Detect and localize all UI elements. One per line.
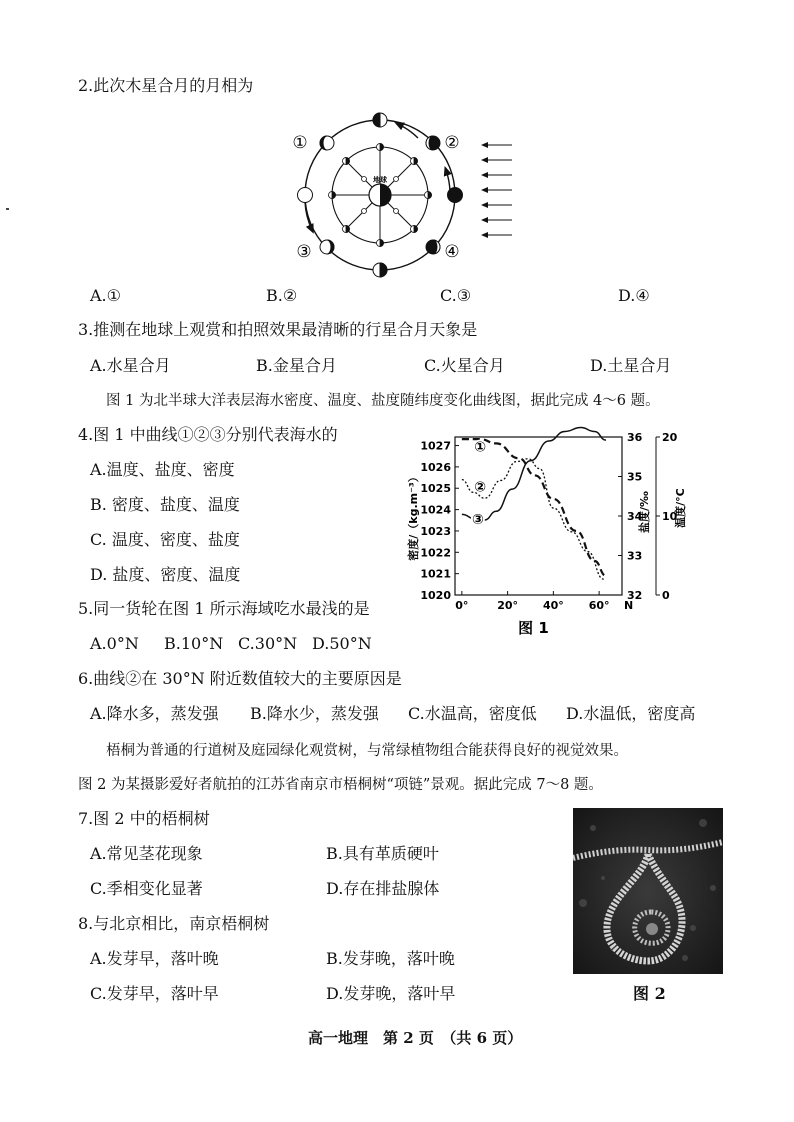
q3-stem: 3.推测在地球上观赏和拍照效果最清晰的行星合月天象是	[78, 320, 478, 339]
q5-stem: 5.同一货轮在图 1 所示海域吃水最浅的是	[78, 599, 370, 618]
q4-option-c: C. 温度、密度、盐度	[90, 530, 240, 549]
label-pos-4: ④	[444, 242, 460, 262]
salinity-tick-label: 35	[627, 470, 643, 484]
x-tick-label: 60°	[588, 599, 610, 612]
q8-option-b: B.发芽晚，落叶晚	[326, 949, 455, 968]
q4-option-b: B. 密度、盐度、温度	[90, 495, 240, 514]
density-tick-label: 1027	[420, 439, 451, 453]
page-footer: 高一地理 第 2 页 （共 6 页）	[308, 1029, 523, 1047]
q5-option-c: C.30°N	[238, 634, 298, 653]
figure-1-chart	[400, 425, 700, 650]
q3-option-b: B.金星合月	[256, 356, 337, 375]
temperature-axis-label: 温度/°C	[674, 488, 687, 528]
x-unit-label: N	[624, 599, 634, 612]
figure-1-caption: 图 1	[518, 619, 549, 637]
q5-option-a: A.0°N	[90, 634, 139, 653]
density-tick-label: 1022	[420, 546, 451, 560]
q2-option-a: A.①	[90, 286, 121, 305]
q5-option-d: D.50°N	[312, 634, 372, 653]
figure-2-photo	[573, 808, 723, 974]
density-tick-label: 1025	[420, 482, 451, 496]
fig2-intro-line2: 图 2 为某摄影爱好者航拍的江苏省南京市梧桐树“项链”景观。据此完成 7～8 题。	[78, 777, 603, 793]
q7-option-d: D.存在排盐腺体	[326, 879, 440, 898]
q7-option-a: A.常见茎花现象	[90, 844, 203, 863]
q6-option-d: D.水温低，密度高	[566, 704, 696, 723]
q2-option-b: B.②	[266, 286, 298, 305]
q2-option-d: D.④	[618, 286, 650, 305]
scan-speck	[6, 208, 9, 210]
series-label-3: ③	[471, 512, 484, 529]
fig2-intro-line1: 梧桐为普通的行道树及庭园绿化观赏树，与常绿植物组合能获得良好的视觉效果。	[106, 743, 628, 759]
series-label-2: ②	[474, 479, 487, 496]
q3-option-d: D.土星合月	[590, 356, 672, 375]
q6-option-c: C.水温高，密度低	[408, 704, 537, 723]
q5-option-b: B.10°N	[164, 634, 224, 653]
density-tick-label: 1020	[420, 589, 451, 602]
q7-option-b: B.具有革质硬叶	[326, 844, 439, 863]
q6-option-a: A.降水多，蒸发强	[90, 704, 219, 723]
temperature-tick-label: 0	[662, 589, 670, 602]
q2-option-c: C.③	[440, 286, 472, 305]
earth-label: 地球	[373, 175, 387, 184]
fig1-intro: 图 1 为北半球大洋表层海水密度、温度、盐度随纬度变化曲线图，据此完成 4～6 题。	[106, 393, 660, 409]
q6-stem: 6.曲线②在 30°N 附近数值较大的主要原因是	[78, 669, 402, 688]
x-tick-label: 40°	[542, 599, 564, 612]
density-tick-label: 1026	[420, 460, 451, 474]
density-axis-label: 密度/（kg.m⁻³）	[407, 471, 420, 561]
q3-option-c: C.火星合月	[424, 356, 505, 375]
q7-stem: 7.图 2 中的梧桐树	[78, 809, 210, 828]
q8-stem: 8.与北京相比，南京梧桐树	[78, 914, 270, 933]
density-tick-label: 1021	[420, 567, 451, 581]
temperature-tick-label: 20	[662, 431, 678, 444]
q8-option-c: C.发芽早，落叶早	[90, 984, 219, 1003]
q8-option-a: A.发芽早，落叶晚	[90, 949, 219, 968]
figure-2-caption: 图 2	[633, 984, 666, 1003]
density-tick-label: 1024	[420, 503, 451, 517]
x-tick-label: 20°	[497, 599, 519, 612]
label-pos-2: ②	[444, 133, 460, 153]
salinity-tick-label: 36	[627, 431, 643, 444]
series-label-1: ①	[474, 439, 487, 456]
salinity-axis-label: 盐度/‰	[638, 491, 651, 533]
sunlight-arrows	[484, 145, 512, 235]
density-tick-label: 1023	[420, 524, 451, 538]
salinity-tick-label: 34	[627, 510, 643, 523]
temperature-tick-label: 10	[662, 510, 678, 523]
q2-stem: 2.此次木星合月的月相为	[78, 76, 254, 95]
x-tick-label: 0°	[455, 599, 469, 612]
label-pos-1: ①	[292, 133, 308, 153]
q4-stem: 4.图 1 中曲线①②③分别代表海水的	[78, 425, 338, 444]
salinity-tick-label: 33	[627, 549, 643, 563]
salinity-tick-label: 32	[627, 589, 643, 602]
moon-phase-diagram	[290, 110, 530, 280]
q4-option-d: D. 盐度、密度、温度	[90, 565, 241, 584]
q7-option-c: C.季相变化显著	[90, 879, 203, 898]
q8-option-d: D.发芽晚，落叶早	[326, 984, 456, 1003]
q3-option-a: A.水星合月	[90, 356, 171, 375]
label-pos-3: ③	[296, 242, 312, 262]
earth-icon	[369, 175, 391, 206]
q6-option-b: B.降水少，蒸发强	[250, 704, 379, 723]
q4-option-a: A.温度、盐度、密度	[90, 460, 235, 479]
